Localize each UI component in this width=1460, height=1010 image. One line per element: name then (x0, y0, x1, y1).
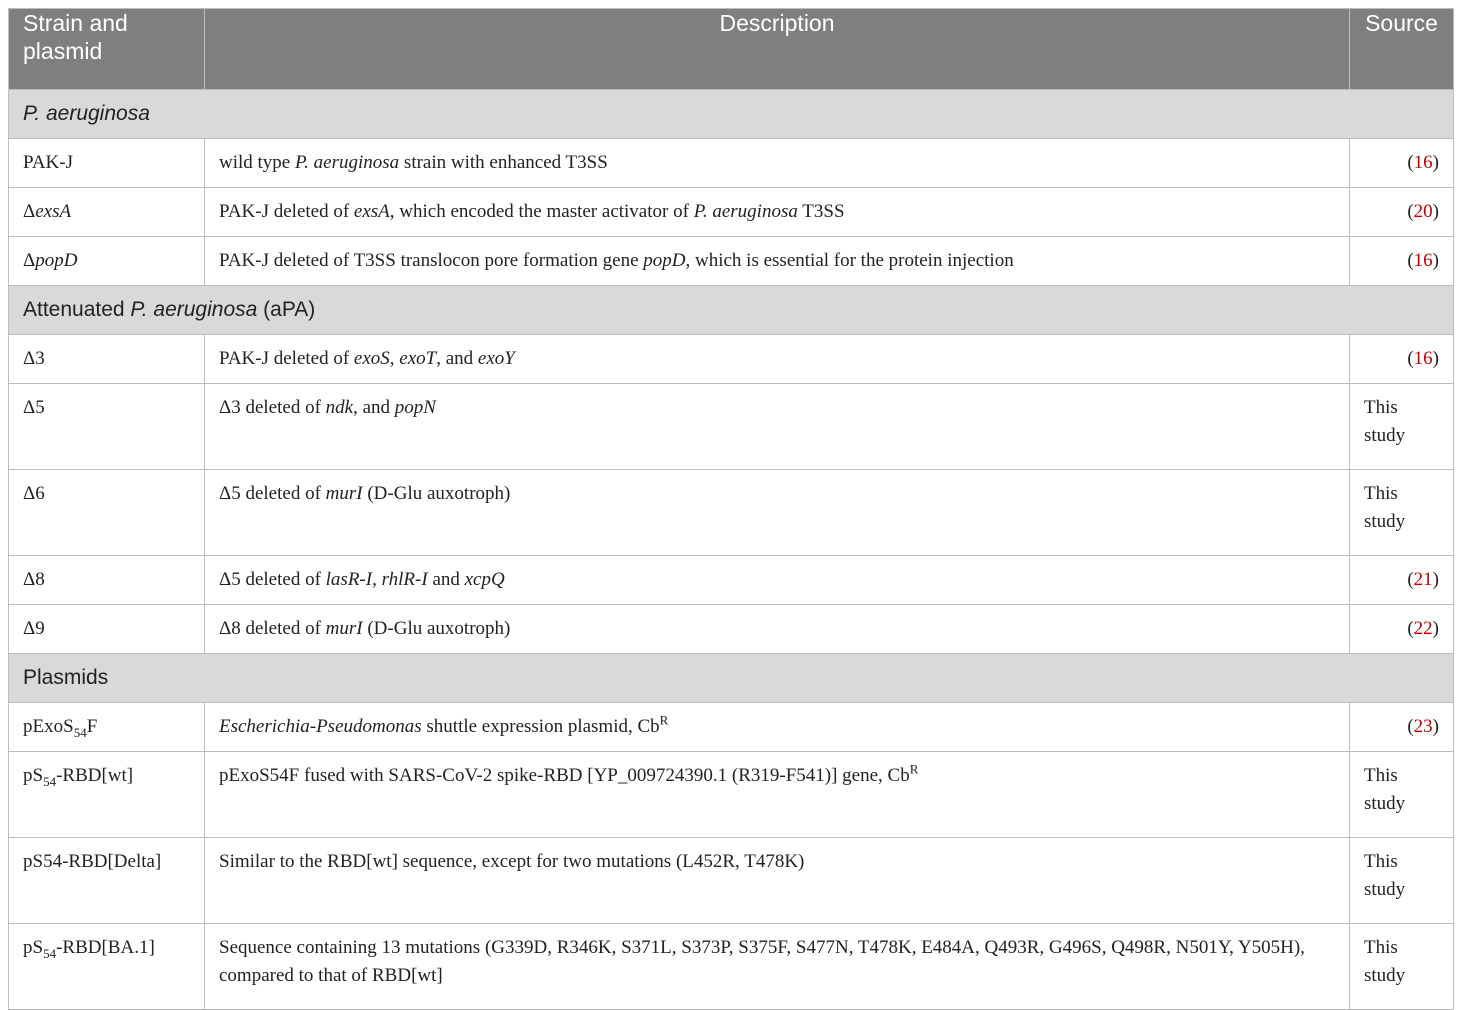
source-cell: This study (1350, 752, 1454, 838)
reference-link[interactable]: 16 (1413, 348, 1433, 369)
strain-cell: Δ3 (9, 335, 205, 384)
strain-cell: ΔpopD (9, 237, 205, 286)
strain-cell: Δ6 (9, 470, 205, 556)
source-cell: This study (1350, 384, 1454, 470)
section-title: P. aeruginosa (9, 90, 1454, 139)
description-cell: PAK-J deleted of exoS, exoT, and exoY (205, 335, 1350, 384)
strain-cell: pS54-RBD[Delta] (9, 838, 205, 924)
source-cell: (21) (1350, 556, 1454, 605)
source-cell: (20) (1350, 188, 1454, 237)
description-cell: wild type P. aeruginosa strain with enhanced T3SS (205, 139, 1350, 188)
strain-cell: Δ9 (9, 605, 205, 654)
source-cell: (16) (1350, 237, 1454, 286)
description-cell: PAK-J deleted of exsA, which encoded the master activator of P. aeruginosa T3SS (205, 188, 1350, 237)
description-cell: Δ8 deleted of murI (D-Glu auxotroph) (205, 605, 1350, 654)
table-row (9, 139, 1454, 188)
strain-cell: PAK-J (9, 139, 205, 188)
table-row (9, 237, 1454, 286)
col-header-strain: Strain and plasmid (9, 9, 205, 90)
strain-cell: $pS_{54}-RBD[BA.1]$ (9, 924, 205, 1010)
table-row (9, 556, 1454, 605)
reference-link[interactable]: 20 (1413, 201, 1433, 222)
section-row (9, 90, 1454, 139)
header-row (9, 9, 1454, 90)
table-row (9, 384, 1454, 470)
reference-link[interactable]: 16 (1413, 250, 1433, 271)
reference-link[interactable]: 22 (1413, 618, 1433, 639)
table-row (9, 188, 1454, 237)
section-title: Attenuated P. aeruginosa (aPA) (9, 286, 1454, 335)
strain-cell: Δ8 (9, 556, 205, 605)
col-header-source: Source (1350, 9, 1454, 90)
source-cell: (16) (1350, 335, 1454, 384)
strain-cell: Δ5 (9, 384, 205, 470)
table-row (9, 838, 1454, 924)
source-cell: (22) (1350, 605, 1454, 654)
source-cell: This study (1350, 924, 1454, 1010)
description-cell: pExoS54F fused with SARS-CoV-2 spike-RBD [YP_009724390.1 (R319-F541)] gene, $Cb^R$ (205, 752, 1350, 838)
strain-cell: $pS_{54}-RBD[wt]$ (9, 752, 205, 838)
strain-cell: pExoS$_{54}$F (9, 703, 205, 752)
description-cell: Δ5 deleted of lasR-I, rhlR-I and xcpQ (205, 556, 1350, 605)
source-cell: (23) (1350, 703, 1454, 752)
source-cell: (16) (1350, 139, 1454, 188)
table-row (9, 335, 1454, 384)
reference-link[interactable]: 23 (1413, 716, 1433, 737)
reference-link[interactable]: 21 (1413, 569, 1433, 590)
col-header-description: Description (205, 9, 1350, 90)
description-cell: PAK-J deleted of T3SS translocon pore formation gene popD, which is essential for the protein injection (205, 237, 1350, 286)
description-cell: Escherichia-Pseudomonas shuttle expression plasmid, $Cb^R$ (205, 703, 1350, 752)
reference-link[interactable]: 16 (1413, 152, 1433, 173)
description-cell: Δ3 deleted of ndk, and popN (205, 384, 1350, 470)
description-cell: Δ5 deleted of murI (D-Glu auxotroph) (205, 470, 1350, 556)
description-cell: Sequence containing 13 mutations (G339D, R346K, S371L, S373P, S375F, S477N, T478K, E484A, Q493R, G496S, Q498R, N501Y, Y505H), compared to that of RBD[wt] (205, 924, 1350, 1010)
section-row (9, 286, 1454, 335)
table-row (9, 470, 1454, 556)
strain-cell: ΔexsA (9, 188, 205, 237)
source-cell: This study (1350, 838, 1454, 924)
source-cell: This study (1350, 470, 1454, 556)
table-row (9, 605, 1454, 654)
section-row (9, 654, 1454, 703)
strains-table (8, 8, 1454, 1010)
table-row (9, 924, 1454, 1010)
description-cell: Similar to the RBD[wt] sequence, except for two mutations (L452R, T478K) (205, 838, 1350, 924)
table-row (9, 703, 1454, 752)
section-title: Plasmids (9, 654, 1454, 703)
table-row (9, 752, 1454, 838)
